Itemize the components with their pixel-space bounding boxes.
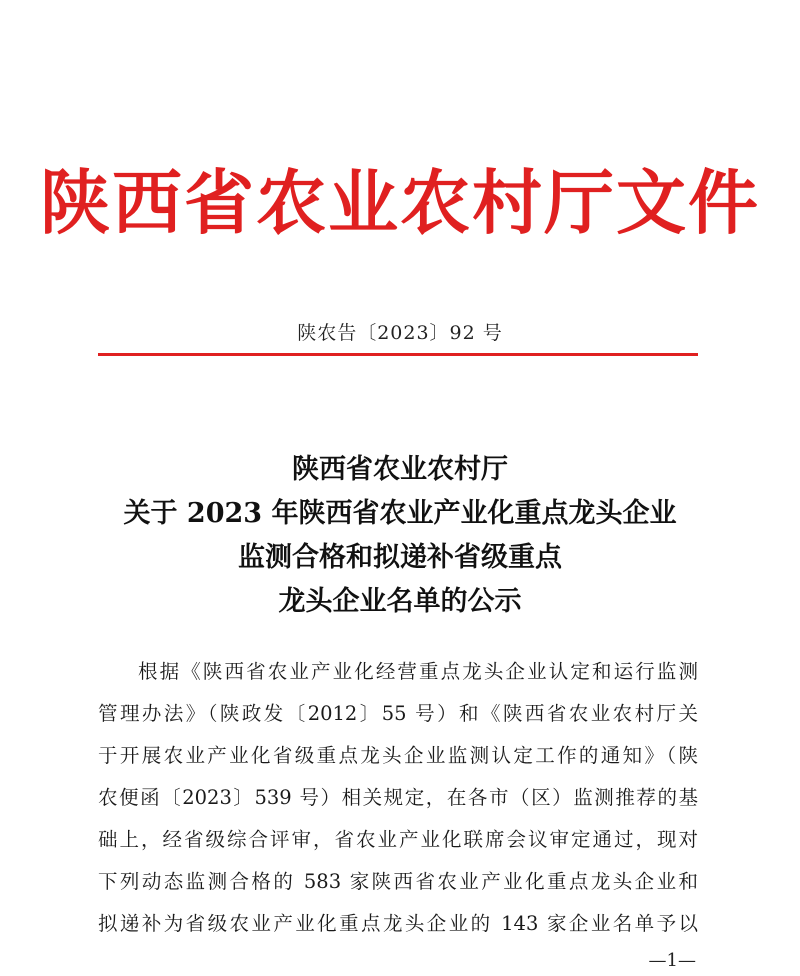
body-line: 管理办法》（陕政发〔2012〕55 号）和《陕西省农业农村厅关 [98, 702, 698, 725]
red-divider [98, 353, 698, 356]
page-number: —1— [648, 950, 696, 971]
body-line: 下列动态监测合格的 583 家陕西省农业产业化重点龙头企业和 [98, 870, 698, 893]
body-line: 拟递补为省级农业产业化重点龙头企业的 143 家企业名单予以 [98, 912, 698, 935]
notice-title [0, 448, 800, 624]
body-line: 根据《陕西省农业产业化经营重点龙头企业认定和运行监测 [138, 660, 698, 683]
body-line: 于开展农业产业化省级重点龙头企业监测认定工作的通知》（陕 [98, 744, 698, 767]
title-line-3: 监测合格和拟递补省级重点 [238, 542, 562, 573]
body-paragraph [98, 651, 698, 945]
body-line: 农便函〔2023〕539 号）相关规定，在各市（区）监测推荐的基 [98, 786, 698, 809]
masthead-title: 陕西省农业农村厅文件 [40, 161, 760, 244]
title-line-1: 陕西省农业农村厅 [292, 454, 508, 485]
document-number: 陕农告〔2023〕92 号 [297, 322, 503, 344]
title-line-2: 关于 2023 年陕西省农业产业化重点龙头企业 [123, 498, 677, 529]
body-line: 础上，经省级综合评审，省农业产业化联席会议审定通过，现对 [98, 828, 698, 851]
title-line-4: 龙头企业名单的公示 [278, 586, 522, 617]
